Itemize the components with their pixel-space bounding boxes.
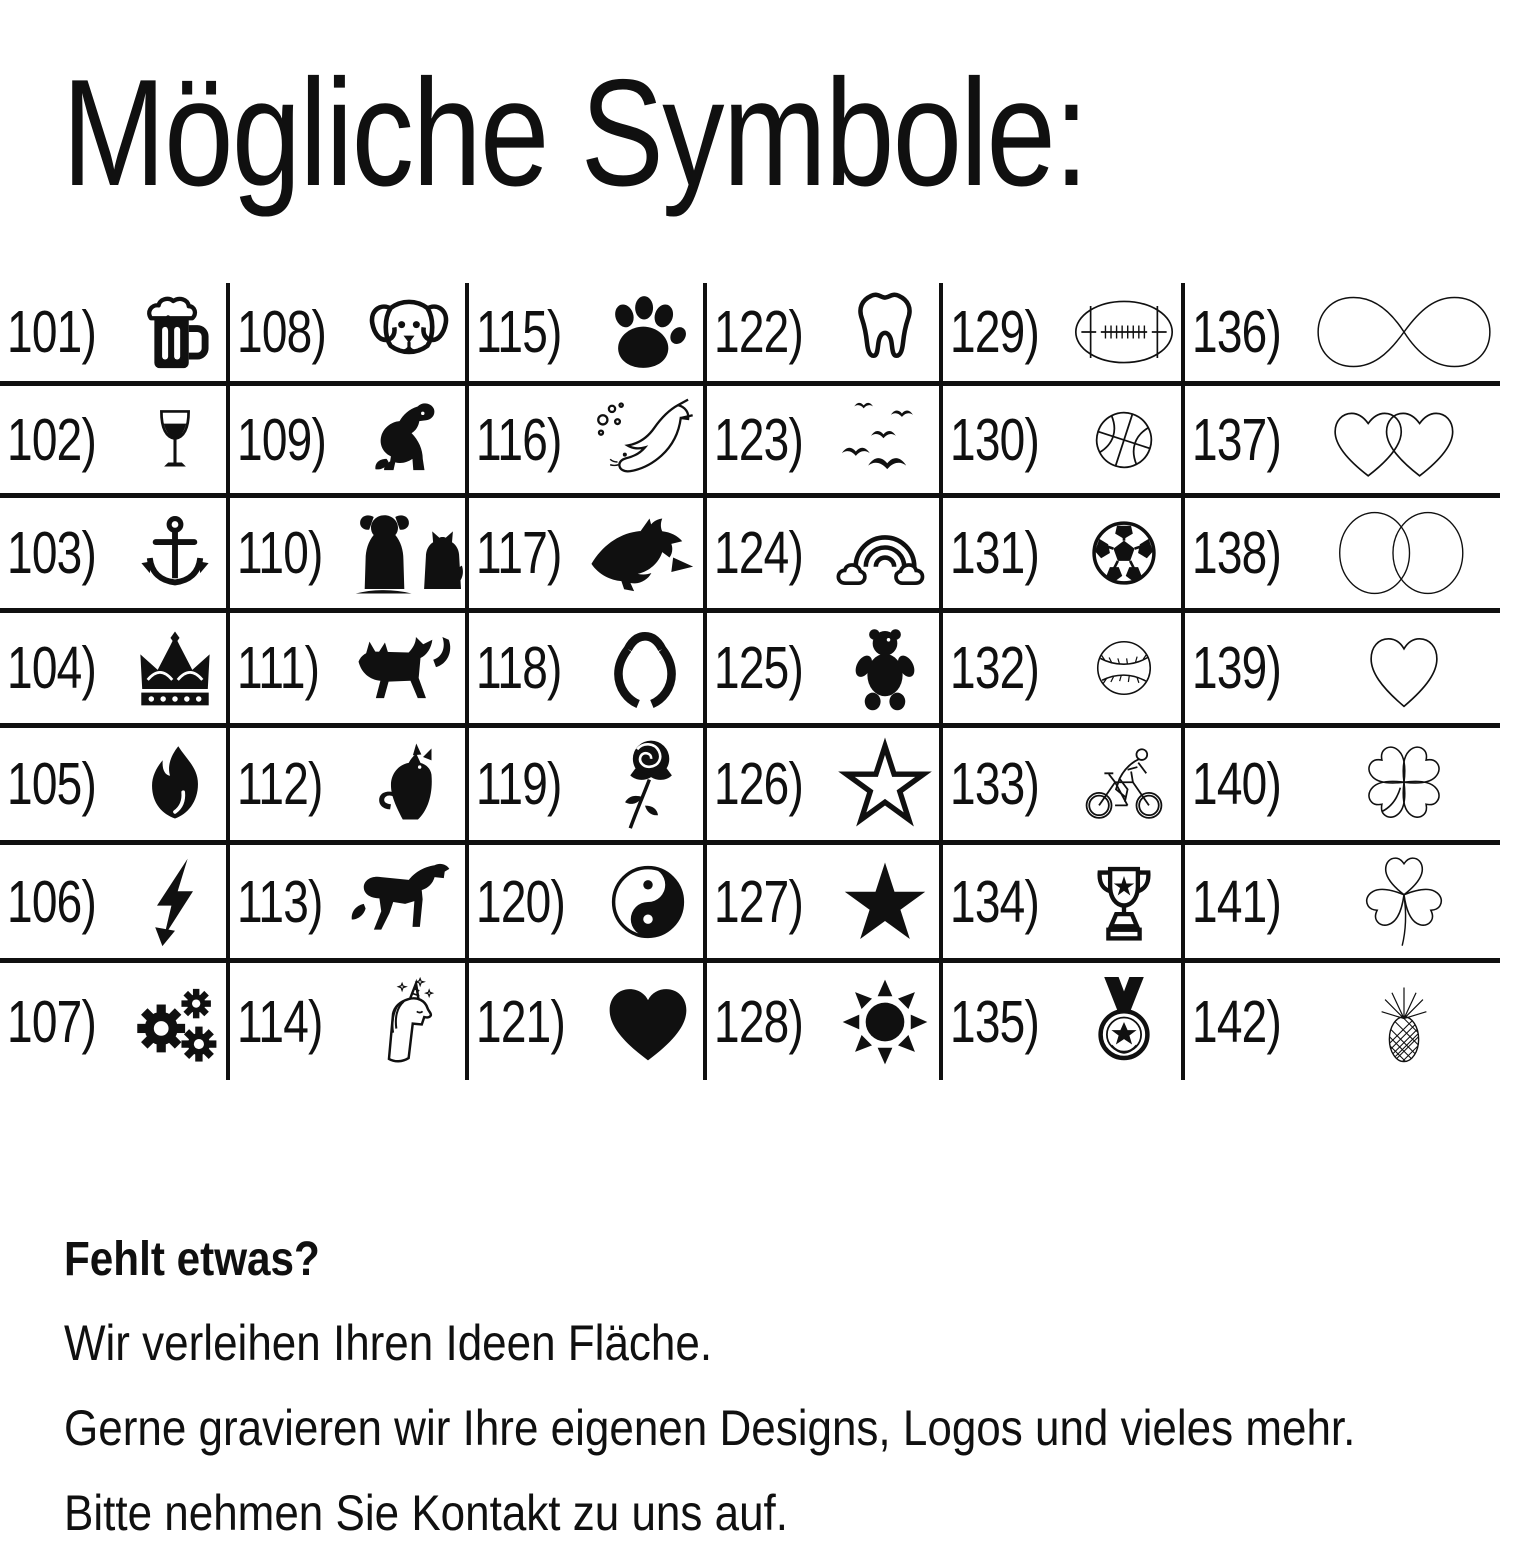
symbol-cell: [1185, 498, 1500, 613]
medal-icon: [1088, 974, 1160, 1070]
horse-icon: [346, 856, 468, 948]
symbol-number: 141): [1192, 868, 1282, 935]
beer-mug-icon: [132, 285, 218, 379]
symbol-cell: [0, 845, 230, 963]
symbol-number: 137): [1192, 406, 1282, 473]
symbol-cell: [469, 728, 707, 845]
symbol-cell: [0, 963, 230, 1080]
cyclist-icon: [1075, 743, 1173, 825]
symbol-number: 104): [7, 635, 97, 701]
symbol-number: 112): [237, 751, 323, 817]
four-leaf-clover-icon: [1360, 738, 1448, 830]
symbol-number: 139): [1192, 635, 1282, 701]
symbol-cell: [0, 498, 230, 613]
star-filled-icon: [837, 855, 933, 949]
symbol-cell: [707, 728, 943, 845]
footer-line: Wir verleihen Ihren Ideen Fläche.: [64, 1315, 713, 1371]
symbol-cell: [707, 283, 943, 386]
footer-heading: Fehlt etwas?: [64, 1233, 320, 1286]
symbol-number: 122): [714, 299, 804, 365]
symbol-number: 117): [476, 520, 562, 586]
cat-walking-icon: [341, 627, 469, 709]
symbol-cell: [1185, 728, 1500, 845]
symbol-number: 120): [476, 868, 566, 935]
symbol-cell: [230, 963, 469, 1080]
symbol-number: 102): [7, 406, 97, 473]
symbol-cell: [707, 845, 943, 963]
flame-icon: [134, 737, 216, 831]
symbol-number: 127): [714, 868, 804, 935]
symbol-cell: [469, 613, 707, 728]
tooth-icon: [844, 286, 926, 378]
rainbow-icon: [832, 510, 938, 596]
lightning-bolt-icon: [148, 854, 202, 950]
symbol-cell: [707, 498, 943, 613]
paw-print-icon: [599, 289, 691, 375]
symbol-number: 115): [476, 299, 562, 365]
symbol-cell: [230, 498, 469, 613]
symbol-cell: [943, 845, 1185, 963]
symbol-cell: [469, 845, 707, 963]
symbol-number: 134): [950, 868, 1040, 935]
symbol-cell: [230, 283, 469, 386]
symbol-number: 118): [476, 635, 562, 701]
trophy-icon: [1085, 856, 1163, 948]
symbol-cell: [469, 963, 707, 1080]
symbol-cell: [469, 498, 707, 613]
footer-line: Bitte nehmen Sie Kontakt zu uns auf.: [64, 1485, 789, 1541]
symbol-number: 108): [237, 299, 327, 365]
symbol-number: 135): [950, 988, 1040, 1055]
symbol-number: 107): [7, 988, 97, 1055]
infinity-icon: [1309, 290, 1499, 374]
symbol-number: 123): [714, 406, 804, 473]
symbol-number: 131): [950, 520, 1040, 586]
symbol-number: 116): [476, 406, 562, 473]
teddy-bear-icon: [848, 623, 922, 713]
symbol-number: 124): [714, 520, 804, 586]
symbol-number: 140): [1192, 751, 1282, 817]
dog-face-icon: [363, 286, 455, 378]
symbol-number: 105): [7, 751, 97, 817]
symbol-number: 106): [7, 868, 97, 935]
footer: [64, 1232, 1464, 1542]
symbol-number: 133): [950, 751, 1040, 817]
symbol-cell: [230, 613, 469, 728]
symbol-cell: [230, 728, 469, 845]
shamrock-icon: [1364, 854, 1444, 950]
symbol-number: 138): [1192, 520, 1282, 586]
symbol-number: 130): [950, 406, 1040, 473]
symbol-cell: [943, 728, 1185, 845]
symbol-cell: [1185, 963, 1500, 1080]
dog-and-cat-icon: [348, 508, 466, 598]
symbol-number: 126): [714, 751, 804, 817]
symbol-number: 119): [476, 751, 562, 817]
unicorn-icon: [366, 974, 448, 1070]
symbol-number: 136): [1192, 299, 1282, 365]
symbol-number: 114): [237, 988, 323, 1055]
puppy-sitting-icon: [366, 394, 452, 486]
american-football-icon: [1070, 294, 1178, 370]
page-title: Mögliche Symbole:: [62, 48, 1088, 218]
anchor-icon: [133, 507, 217, 599]
soccer-ball-icon: [1080, 507, 1168, 599]
symbol-cell: [0, 728, 230, 845]
symbol-cell: [230, 845, 469, 963]
yin-yang-icon: [605, 859, 691, 945]
baseball-icon: [1082, 624, 1166, 712]
gears-icon: [127, 976, 223, 1068]
symbol-cell: [943, 283, 1185, 386]
symbol-number: 142): [1192, 988, 1282, 1055]
basketball-icon: [1080, 396, 1168, 484]
footer-line: Gerne gravieren wir Ihre eigenen Designs, Logos und vieles mehr.: [64, 1400, 1356, 1456]
symbol-number: 121): [476, 988, 566, 1055]
horseshoe-icon: [609, 624, 681, 712]
symbol-cell: [707, 963, 943, 1080]
symbol-cell: [0, 613, 230, 728]
symbol-number: 132): [950, 635, 1040, 701]
symbol-number: 129): [950, 299, 1040, 365]
symbol-cell: [1185, 386, 1500, 498]
dolphin-icon: [586, 513, 704, 593]
sun-icon: [839, 976, 931, 1068]
symbol-table: [0, 283, 1500, 1080]
pineapple-icon: [1373, 974, 1435, 1070]
symbol-cell: [469, 283, 707, 386]
symbol-cell: [943, 963, 1185, 1080]
symbol-cell: [1185, 283, 1500, 386]
two-rings-icon: [1328, 508, 1480, 598]
symbol-cell: [943, 386, 1185, 498]
symbol-number: 110): [237, 520, 323, 586]
symbol-cell: [0, 283, 230, 386]
symbol-number: 111): [237, 635, 320, 701]
symbol-number: 109): [237, 406, 327, 473]
symbol-number: 103): [7, 520, 97, 586]
symbol-cell: [707, 386, 943, 498]
symbol-cell: [707, 613, 943, 728]
rose-icon: [606, 734, 684, 834]
star-outline-icon: [840, 739, 930, 829]
symbol-cell: [1185, 613, 1500, 728]
symbol-number: 101): [7, 299, 97, 365]
cat-sitting-icon: [369, 738, 445, 830]
symbol-cell: [230, 386, 469, 498]
symbol-cell: [0, 386, 230, 498]
seal-icon: [590, 396, 700, 484]
crown-icon: [127, 627, 223, 709]
symbol-number: 128): [714, 988, 804, 1055]
symbol-cell: [943, 498, 1185, 613]
symbol-cell: [943, 613, 1185, 728]
symbol-number: 125): [714, 635, 804, 701]
bird-flock-icon: [833, 397, 937, 483]
two-hearts-icon: [1323, 395, 1485, 485]
heart-outline-icon: [1362, 624, 1446, 712]
symbol-number: 113): [237, 868, 323, 935]
symbol-cell: [1185, 845, 1500, 963]
wine-glass-icon: [141, 395, 209, 485]
heart-filled-icon: [601, 980, 695, 1064]
symbol-cell: [469, 386, 707, 498]
